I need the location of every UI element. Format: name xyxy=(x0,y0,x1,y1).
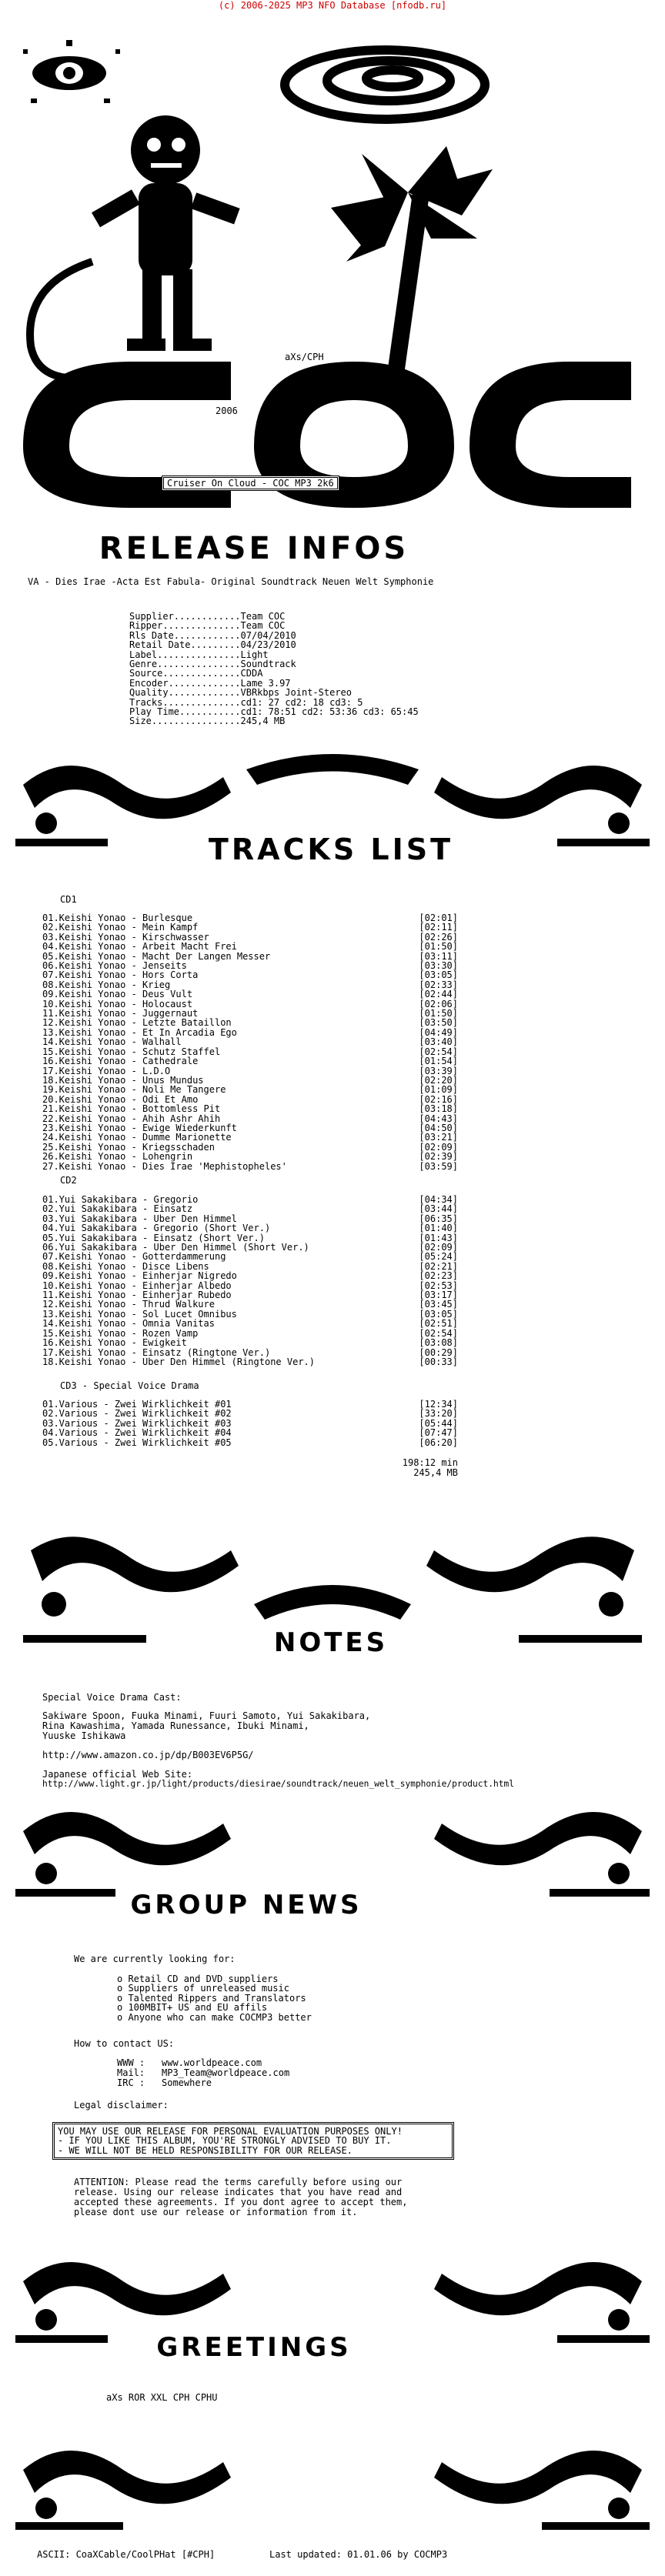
track-title: 02.Various - Zwei Wirklichkeit #02 xyxy=(42,1408,232,1420)
dot-leader: ......... xyxy=(190,639,241,651)
release-field-key: Encoder xyxy=(129,677,169,689)
disclaimer-line-3: - WE WILL NOT BE HELD RESPONSIBILITY FOR OUR RELEASE. xyxy=(58,2144,353,2156)
track-duration: [03:50] xyxy=(419,1017,458,1029)
track-duration: [02:33] xyxy=(419,979,458,990)
release-field-value: Lame 3.97 xyxy=(240,677,291,689)
looking-list xyxy=(117,1974,312,2022)
release-info-block xyxy=(129,612,419,726)
track-title: 02.Yui Sakakibara - Einsatz xyxy=(42,1203,193,1215)
dot-leader: ............ xyxy=(173,629,241,641)
track-title: 02.Keishi Yonao - Mein Kampf xyxy=(42,922,199,933)
release-field-value: cd1: 27 cd2: 18 cd3: 5 xyxy=(240,696,363,708)
tail-icon xyxy=(30,262,92,379)
logo-art xyxy=(0,15,665,523)
art-signature: aXs/CPH xyxy=(285,352,324,362)
track-title: 18.Keishi Yonao - Unus Mundus xyxy=(42,1074,204,1086)
track-row xyxy=(42,1162,458,1171)
release-field-value: Team COC xyxy=(240,611,286,622)
track-row xyxy=(42,1037,458,1046)
track-title: 24.Keishi Yonao - Dumme Marionette xyxy=(42,1132,232,1143)
track-title: 06.Yui Sakakibara - Uber Den Himmel (Short Ver.) xyxy=(42,1242,309,1253)
track-row xyxy=(42,923,458,932)
release-field-key: Play Time xyxy=(129,706,180,718)
release-infos-title: RELEASE INFOS xyxy=(99,531,409,566)
dot-leader: ............ xyxy=(173,611,241,622)
looking-heading: We are currently looking for: xyxy=(74,1954,236,1964)
cast-heading: Special Voice Drama Cast: xyxy=(42,1692,182,1703)
cast-line-3: Yuuske Ishikawa xyxy=(42,1730,126,1741)
track-duration: [03:30] xyxy=(419,960,458,972)
track-title: 10.Keishi Yonao - Einherjar Albedo xyxy=(42,1280,232,1291)
dot-leader: ............. xyxy=(168,687,241,699)
dot-leader: ............... xyxy=(157,659,241,670)
track-title: 01.Various - Zwei Wirklichkeit #01 xyxy=(42,1399,232,1410)
ascii-credit: ASCII: CoaXCable/CoolPHat [#CPH] xyxy=(37,2549,216,2560)
track-row xyxy=(42,1204,458,1213)
track-duration: [02:23] xyxy=(419,1270,458,1282)
legal-heading: Legal disclaimer: xyxy=(74,2100,169,2111)
track-title: 12.Keishi Yonao - Thrud Walkure xyxy=(42,1299,215,1310)
release-field-value: 245,4 MB xyxy=(240,716,286,727)
cast-line-1: Sakiware Spoon, Fuuka Minami, Fuuri Samoto, Yui Sakakibara, xyxy=(42,1710,371,1721)
track-row xyxy=(42,1409,458,1418)
track-duration: [02:53] xyxy=(419,1280,458,1291)
release-field-value: Light xyxy=(240,649,269,660)
track-row xyxy=(42,1104,458,1113)
track-title: 16.Keishi Yonao - Cathedrale xyxy=(42,1056,199,1067)
track-duration: [33:20] xyxy=(419,1408,458,1420)
official-site-link[interactable]: http://www.light.gr.jp/light/products/diesirae/soundtrack/neuen_welt_symphonie/product.html xyxy=(42,1779,514,1789)
track-duration: [01:40] xyxy=(419,1223,458,1234)
contact-heading: How to contact US: xyxy=(74,2038,175,2049)
track-duration: [02:54] xyxy=(419,1046,458,1057)
track-row xyxy=(42,1252,458,1261)
track-duration: [07:47] xyxy=(419,1427,458,1439)
track-title: 23.Keishi Yonao - Ewige Wiederkunft xyxy=(42,1122,237,1133)
track-duration: [03:21] xyxy=(419,1132,458,1143)
track-row xyxy=(42,989,458,999)
release-field-key: Quality xyxy=(129,687,169,699)
release-field-key: Label xyxy=(129,649,158,660)
track-title: 18.Keishi Yonao - Uber Den Himmel (Ringtone Ver.) xyxy=(42,1356,316,1367)
release-field-key: Ripper xyxy=(129,620,163,632)
track-duration: [12:34] xyxy=(419,1399,458,1410)
dot-leader: ........... xyxy=(179,706,241,718)
release-field-key: Source xyxy=(129,668,163,679)
track-duration: [02:21] xyxy=(419,1260,458,1272)
release-field-value: 04/23/2010 xyxy=(240,639,296,651)
release-field-key: Rls Date xyxy=(129,629,174,641)
track-row xyxy=(42,1357,458,1366)
release-field-key: Supplier xyxy=(129,611,174,622)
contact-mail-label: Mail: xyxy=(117,2067,145,2078)
track-duration: [02:51] xyxy=(419,1318,458,1330)
track-duration: [02:39] xyxy=(419,1151,458,1163)
track-duration: [04:50] xyxy=(419,1122,458,1133)
track-title: 05.Yui Sakakibara - Einsatz (Short Ver.) xyxy=(42,1232,265,1243)
track-title: 05.Keishi Yonao - Macht Der Langen Messer xyxy=(42,950,271,962)
track-duration: [04:49] xyxy=(419,1026,458,1038)
contact-irc: Somewhere xyxy=(162,2077,212,2088)
track-row xyxy=(42,1133,458,1142)
disclaimer-line-1: YOU MAY USE OUR RELEASE FOR PERSONAL EVALUATION PURPOSES ONLY! xyxy=(58,2126,403,2137)
contact-irc-label: IRC : xyxy=(117,2077,145,2088)
disclaimer-line-2: - IF YOU LIKE THIS ALBUM, YOU'RE STRONGLY ADVISED TO BUY IT. xyxy=(58,2135,392,2147)
cd3-label: CD3 - Special Voice Drama xyxy=(60,1380,199,1391)
track-title: 12.Keishi Yonao - Letzte Bataillon xyxy=(42,1017,232,1029)
total-size: 245,4 MB xyxy=(413,1467,458,1478)
attention-line-4: please dont use our release or information from it. xyxy=(74,2207,358,2217)
track-duration: [01:50] xyxy=(419,941,458,953)
track-title: 09.Keishi Yonao - Deus Vult xyxy=(42,989,193,1000)
track-row xyxy=(42,1223,458,1233)
track-row xyxy=(42,1152,458,1161)
track-duration: [01:43] xyxy=(419,1232,458,1243)
track-row xyxy=(42,1056,458,1066)
release-field xyxy=(129,716,419,726)
bottom-ornament-svg xyxy=(0,2424,665,2539)
track-title: 15.Keishi Yonao - Schutz Staffel xyxy=(42,1046,221,1057)
release-field-key: Genre xyxy=(129,659,158,670)
site-heading: Japanese official Web Site: xyxy=(42,1769,193,1780)
track-title: 19.Keishi Yonao - Noli Me Tangere xyxy=(42,1084,226,1096)
art-year: 2006 xyxy=(216,405,238,416)
track-duration: [03:39] xyxy=(419,1065,458,1076)
dot-leader: ............... xyxy=(157,649,241,660)
release-field-value: Team COC xyxy=(240,620,286,632)
track-duration: [06:20] xyxy=(419,1436,458,1448)
track-duration: [04:43] xyxy=(419,1113,458,1124)
track-duration: [01:54] xyxy=(419,1056,458,1067)
track-title: 17.Keishi Yonao - Einsatz (Ringtone Ver.) xyxy=(42,1346,271,1358)
track-title: 03.Keishi Yonao - Kirschwasser xyxy=(42,931,209,943)
track-duration: [06:35] xyxy=(419,1213,458,1224)
track-duration: [02:01] xyxy=(419,913,458,923)
track-title: 11.Keishi Yonao - Einherjar Rubedo xyxy=(42,1290,232,1301)
track-title: 13.Keishi Yonao - Sol Lucet Omnibus xyxy=(42,1308,237,1320)
news-title: GROUP NEWS xyxy=(130,1890,363,1920)
swirl-icon xyxy=(285,50,485,119)
track-title: 15.Keishi Yonao - Rozen Vamp xyxy=(42,1327,199,1339)
dot-leader: .............. xyxy=(162,668,241,679)
track-row xyxy=(42,1338,458,1347)
track-row xyxy=(42,1085,458,1094)
track-title: 03.Various - Zwei Wirklichkeit #03 xyxy=(42,1417,232,1429)
dot-leader: ............. xyxy=(168,677,241,689)
track-row xyxy=(42,1018,458,1027)
notes-title: NOTES xyxy=(273,1627,389,1658)
track-duration: [03:59] xyxy=(419,1160,458,1172)
cd2-list xyxy=(42,1195,458,1366)
track-title: 20.Keishi Yonao - Odi Et Amo xyxy=(42,1093,199,1105)
track-title: 25.Keishi Yonao - Kriegsschaden xyxy=(42,1141,215,1153)
release-field-key: Size xyxy=(129,716,152,727)
track-title: 26.Keishi Yonao - Lohengrin xyxy=(42,1151,193,1163)
looking-item: o Anyone who can make COCMP3 better xyxy=(117,2011,312,2023)
track-title: 11.Keishi Yonao - Juggernaut xyxy=(42,1008,199,1019)
logo-art-svg xyxy=(0,15,665,523)
tracks-title: TRACKS LIST xyxy=(208,833,454,866)
cd1-list xyxy=(42,913,458,1171)
track-title: 05.Various - Zwei Wirklichkeit #05 xyxy=(42,1436,232,1448)
track-title: 10.Keishi Yonao - Holocaust xyxy=(42,998,193,1009)
amazon-link[interactable]: http://www.amazon.co.jp/dp/B003EV6P5G/ xyxy=(42,1750,254,1760)
track-title: 22.Keishi Yonao - Ahih Ashr Ahih xyxy=(42,1113,221,1124)
track-title: 08.Keishi Yonao - Disce Libens xyxy=(42,1260,209,1272)
looking-item: o Suppliers of unreleased music xyxy=(117,1983,289,1994)
track-duration: [02:09] xyxy=(419,1141,458,1153)
cd3-list xyxy=(42,1400,458,1447)
release-field-value: Soundtrack xyxy=(240,659,296,670)
track-duration: [02:09] xyxy=(419,1242,458,1253)
notes-banner xyxy=(0,1520,665,1673)
track-duration: [03:05] xyxy=(419,1308,458,1320)
total-time: 198:12 min xyxy=(402,1457,458,1468)
dot-leader: .............. xyxy=(162,620,241,632)
track-title: 13.Keishi Yonao - Et In Arcadia Ego xyxy=(42,1026,237,1038)
track-duration: [03:18] xyxy=(419,1103,458,1115)
track-duration: [03:45] xyxy=(419,1299,458,1310)
track-title: 07.Keishi Yonao - Hors Corta xyxy=(42,969,199,981)
looking-item: o Retail CD and DVD suppliers xyxy=(117,1974,279,1984)
art-banner: Cruiser On Cloud - COC MP3 2k6 xyxy=(162,475,339,491)
track-title: 21.Keishi Yonao - Bottomless Pit xyxy=(42,1103,221,1115)
palm-tree-icon xyxy=(331,146,493,370)
track-duration: [02:44] xyxy=(419,989,458,1000)
track-title: 08.Keishi Yonao - Krieg xyxy=(42,979,171,990)
track-duration: [02:11] xyxy=(419,922,458,933)
track-duration: [02:54] xyxy=(419,1327,458,1339)
tracks-banner xyxy=(0,739,665,893)
cast-line-2: Rina Kawashima, Yamada Runessance, Ibuki Minami, xyxy=(42,1720,309,1731)
track-duration: [00:29] xyxy=(419,1346,458,1358)
attention-line-2: release. Using our release indicates that you have read and xyxy=(74,2187,403,2197)
news-banner xyxy=(0,1793,665,1939)
track-title: 17.Keishi Yonao - L.D.O xyxy=(42,1065,171,1076)
contact-www[interactable]: www.worldpeace.com xyxy=(162,2057,262,2068)
track-title: 04.Yui Sakakibara - Gregorio (Short Ver.) xyxy=(42,1223,271,1234)
attention-line-1: ATTENTION: Please read the terms carefully before using our xyxy=(74,2177,403,2187)
release-field-value: cd1: 78:51 cd2: 53:36 cd3: 65:45 xyxy=(240,706,419,718)
track-duration: [03:05] xyxy=(419,969,458,981)
track-title: 27.Keishi Yonao - Dies Irae 'Mephistopheles' xyxy=(42,1160,287,1172)
dot-leader: ................ xyxy=(151,716,241,727)
track-duration: [01:50] xyxy=(419,1008,458,1019)
track-title: 06.Keishi Yonao - Jenseits xyxy=(42,960,187,972)
release-field-key: Retail Date xyxy=(129,639,191,651)
release-field-value: 07/04/2010 xyxy=(240,629,296,641)
greetings-text: aXs ROR XXL CPH CPHU xyxy=(106,2392,218,2403)
track-duration: [02:16] xyxy=(419,1093,458,1105)
track-duration: [00:33] xyxy=(419,1356,458,1367)
track-row xyxy=(42,1438,458,1447)
track-title: 04.Various - Zwei Wirklichkeit #04 xyxy=(42,1427,232,1439)
contact-www-label: WWW : xyxy=(117,2057,145,2068)
track-duration: [03:17] xyxy=(419,1290,458,1301)
last-updated: Last updated: 01.01.06 by COCMP3 xyxy=(269,2549,448,2560)
cd1-label: CD1 xyxy=(60,894,77,905)
track-title: 14.Keishi Yonao - Walhall xyxy=(42,1036,182,1048)
track-row xyxy=(42,1428,458,1437)
track-title: 03.Yui Sakakibara - Uber Den Himmel xyxy=(42,1213,237,1224)
release-field-value: VBRkbps Joint-Stereo xyxy=(240,687,352,699)
contact-mail[interactable]: MP3_Team@worldpeace.com xyxy=(162,2067,290,2078)
release-field-key: Tracks xyxy=(129,696,163,708)
track-title: 01.Yui Sakakibara - Gregorio xyxy=(42,1194,199,1205)
track-row xyxy=(42,1319,458,1328)
track-title: 04.Keishi Yonao - Arbeit Macht Frei xyxy=(42,941,237,953)
looking-item: o Talented Rippers and Translators xyxy=(117,1992,306,2004)
track-duration: [03:11] xyxy=(419,950,458,962)
track-title: 09.Keishi Yonao - Einherjar Nigredo xyxy=(42,1270,237,1282)
track-duration: [01:09] xyxy=(419,1084,458,1096)
site-credit: (c) 2006-2025 MP3 NFO Database [nfodb.ru] xyxy=(218,0,447,11)
track-duration: [05:44] xyxy=(419,1417,458,1429)
track-duration: [02:26] xyxy=(419,931,458,943)
bottom-ornament xyxy=(0,2424,665,2539)
release-field-value: CDDA xyxy=(240,668,263,679)
track-row xyxy=(42,1271,458,1280)
track-duration: [02:20] xyxy=(419,1074,458,1086)
dot-leader: .............. xyxy=(162,696,241,708)
track-title: 14.Keishi Yonao - Omnia Vanitas xyxy=(42,1318,215,1330)
attention-line-3: accepted these agreements. If you dont agree to accept them, xyxy=(74,2197,408,2207)
track-duration: [03:44] xyxy=(419,1203,458,1215)
track-duration: [03:08] xyxy=(419,1337,458,1349)
track-duration: [03:40] xyxy=(419,1036,458,1048)
track-title: 01.Keishi Yonao - Burlesque xyxy=(42,913,193,923)
track-row xyxy=(42,942,458,951)
cd2-label: CD2 xyxy=(60,1175,77,1186)
track-duration: [04:34] xyxy=(419,1194,458,1205)
greetings-banner xyxy=(0,2235,665,2389)
release-title: VA - Dies Irae -Acta Est Fabula- Original Soundtrack Neuen Welt Symphonie xyxy=(28,576,434,587)
track-row xyxy=(42,1300,458,1309)
track-title: 16.Keishi Yonao - Ewigkeit xyxy=(42,1337,187,1349)
track-title: 07.Keishi Yonao - Gotterdammerung xyxy=(42,1251,226,1263)
track-duration: [05:24] xyxy=(419,1251,458,1263)
looking-item: o 100MBIT+ US and EU affils xyxy=(117,2002,268,2014)
creature-icon xyxy=(92,115,240,351)
eye-icon xyxy=(23,40,120,103)
track-duration: [02:06] xyxy=(419,998,458,1009)
disclaimer-box xyxy=(52,2122,454,2160)
greetings-title: GREETINGS xyxy=(156,2332,352,2363)
track-row xyxy=(42,970,458,979)
